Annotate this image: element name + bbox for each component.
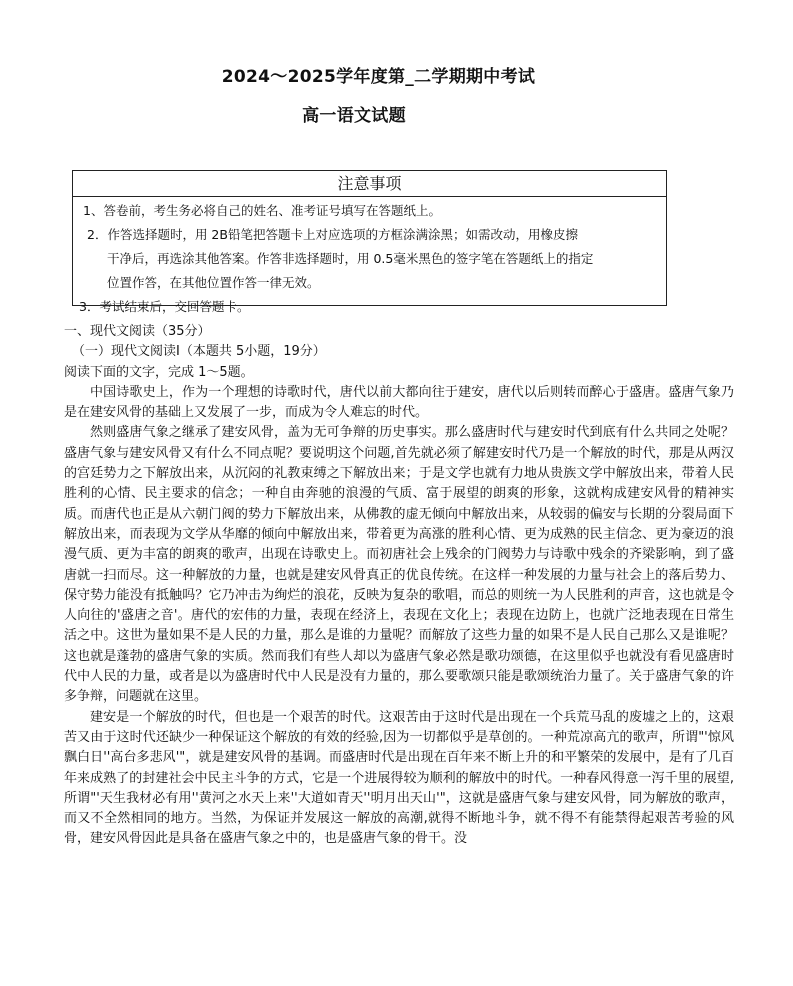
notice-body: [73, 197, 666, 319]
exam-subtitle: 高一语文试题: [302, 106, 406, 126]
passage-paragraph: 中国诗歌史上，作为一个理想的诗歌时代，唐代以前大都向往于建安，唐代以后则转而醉心于盛唐。盛唐气象乃是在建安风骨的基础上又发展了一步，而成为令人难忘的时代。: [64, 384, 734, 421]
reading-section: [64, 322, 734, 850]
notice-item-continued: 位置作答，在其他位置作答一律无效。: [107, 275, 320, 290]
notice-heading: 注意事项: [73, 171, 666, 197]
instruction: 阅读下面的文字，完成 1～5题。: [64, 364, 254, 380]
notice-item: 1、答卷前，考生务必将自己的姓名、准考证号填写在答题纸上。: [83, 203, 441, 218]
notice-item-continued: 干净后，再选涂其他答案。作答非选择题时，用 0.5毫米黑色的签字笔在答题纸上的指定: [107, 251, 594, 266]
passage-paragraph: 建安是一个解放的时代，但也是一个艰苦的时代。这艰苦由于这时代是出现在一个兵荒马乱的废墟之上的，这艰苦又由于这时代还缺少一种保证这个解放的有效的经验,因为一切都似乎是草创的。一种荒凉高亢的歌声，所谓"'惊风飘白日''高台多悲风'"，就是建安风骨的基调。而盛唐时代是出现在百年来不断上升的和平繁荣的发展中，是有了几百年来成熟了的封建社会中民主斗争的方式，它是一个进展得较为顺利的解放中的时代。一种春风得意一泻千里的展望,所谓"'天生我材必有用''黄河之水天上来''大道如青天''明月出天山'"，这就是盛唐气象与建安风骨，同为解放的歌声，而又不全然相同的地方。当然，为保证并发展这一解放的高潮,就得不断地斗争，就不得不有能禁得起艰苦考验的风骨，建安风骨因此是具备在盛唐气象之中的，也是盛唐气象的骨干。没: [64, 709, 734, 847]
section-title: 一、现代文阅读（35分）: [64, 324, 211, 339]
passage-paragraph: 然则盛唐气象之继承了建安风骨，盖为无可争辩的历史事实。那么盛唐时代与建安时代到底有什么共同之处呢？盛唐气象与建安风骨又有什么不同点呢？要说明这个问题,首先就必须了解建安时代乃是一个解放的时代，那是从两汉的宫廷势力之下解放出来，从沉闷的礼教束缚之下解放出来；于是文学也就有力地从贵族文学中解放出来，带着人民胜利的心情、民主要求的信念；一种自由奔驰的浪漫的气质、富于展望的朗爽的形象，这就构成建安风骨的精神实质。而唐代也正是从六朝门阀的势力下解放出来，从佛教的虚无倾向中解放出来，从较弱的偏安与长期的分裂局面下解放出来，而表现为文学从华靡的倾向中解放出来，带着更为高涨的胜利心情、更为成熟的民主信念、更为豪迈的浪漫气质、更为丰富的朗爽的歌声，出现在诗歌史上。而初唐社会上残余的门阀势力与诗歌中残余的齐梁影响，到了盛唐就一扫而尽。这一种解放的力量，也就是建安风骨真正的优良传统。在这样一种发展的力量与社会上的落后势力、保守势力能没有抵触吗？它乃冲击为绚烂的浪花，反映为复杂的歌唱，而总的则统一为人民胜利的声音，这也就是令人向往的'盛唐之音'。唐代的宏伟的力量，表现在经济上，表现在文化上；表现在边防上，也就广泛地表现在日常生活之中。这世为量如果不是人民的力量，那么是谁的力量呢？而解放了这些力量的如果不是人民自己那么又是谁呢？这也就是蓬勃的盛唐气象的实质。然而我们有些人却以为盛唐气象必然是歌功颂德，在这里似乎也就没有看见盛唐时代中人民的力量，或者是以为盛唐时代中人民是没有力量的，那么要歌颂只能是歌颂统治力量了。关于盛唐气象的许多争辩，问题就在这里。: [64, 425, 734, 705]
exam-title: 2024～2025学年度第_二学期期中考试: [221, 67, 536, 87]
notice-box: [72, 170, 667, 314]
notice-item: 2．作答选择题时，用 2B铅笔把答题卡上对应选项的方框涂满涂黑；如需改动，用橡皮擦: [87, 227, 578, 242]
subsection-title: （一）现代文阅读Ⅰ（本题共 5小题，19分）: [72, 344, 326, 360]
notice-item: 3．考试结束后，交回答题卡。: [79, 299, 250, 314]
